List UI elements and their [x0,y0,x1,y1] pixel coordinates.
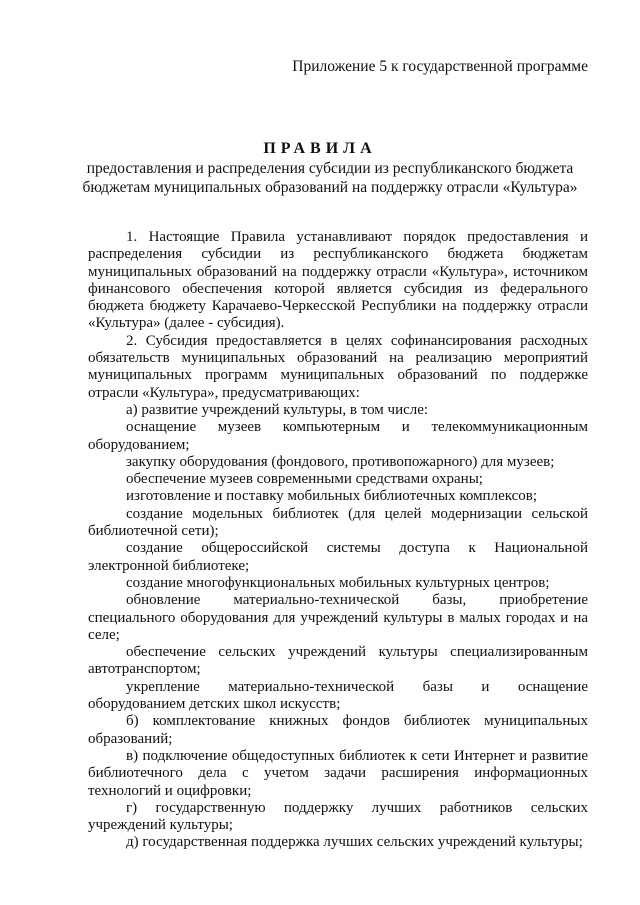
list-subitem: обновление материально-технической базы, приобретение специального оборудования для учреждений культуры в малых городах и на селе; [88,592,588,643]
list-item-g: г) государственную поддержку лучших работников сельских учреждений культуры; [88,799,588,834]
list-item-a: а) развитие учреждений культуры, в том числе: [126,401,429,418]
list-subitem: обеспечение сельских учреждений культуры специализированным автотранспортом; [88,644,588,678]
document-body [88,229,588,852]
list-item-b: б) комплектование книжных фондов библиотек муниципальных образований; [88,713,588,747]
paragraph-1: 1. Настоящие Правила устанавливают порядок предоставления и распределения субсидии из республиканского бюджета бюджетам муниципальных образований на поддержку отрасли «Культура», источником финансового обеспечения которой является субсидия из федерального бюджета бюджету Карачаево-Черкесской Республики на поддержку отрасли «Культура» (далее - субсидия). [88,229,588,332]
list-subitem: создание общероссийской системы доступа к Национальной электронной библиотеке; [88,540,588,574]
list-subitem: создание многофункциональных мобильных культурных центров; [126,574,550,591]
paragraph-2: 2. Субсидия предоставляется в целях софинансирования расходных обязательств муниципальных образований на реализацию мероприятий муниципальных программ муниципальных образований по поддержке отрасли «Культура», предусматривающих: [88,332,588,401]
list-item-d: д) государственная поддержка лучших сельских учреждений культуры; [126,834,583,851]
document-title: ПРАВИЛА [263,140,377,157]
list-subitem: укрепление материально-технической базы и оснащение оборудованием детских школ искусств; [88,678,588,713]
list-subitem: изготовление и поставку мобильных библиотечных комплексов; [126,488,538,505]
list-subitem: закупку оборудования (фондового, противопожарного) для музеев; [126,453,555,470]
list-subitem: создание модельных библиотек (для целей модернизации сельской библиотечной сети); [88,505,588,540]
appendix-note: Приложение 5 к государственной программе [292,58,588,75]
list-subitem: оснащение музеев компьютерным и телекоммуникационным оборудованием; [88,419,588,453]
document-subtitle: предоставления и распределения субсидии из республиканского бюджета бюджетам муниципальных образований на поддержку отрасли «Культура» [82,160,578,196]
list-item-v: в) подключение общедоступных библиотек к сети Интернет и развитие библиотечного дела с учетом задачи расширения информационных технологий и оцифровки; [88,747,588,799]
list-subitem: обеспечение музеев современными средствами охраны; [126,471,483,488]
